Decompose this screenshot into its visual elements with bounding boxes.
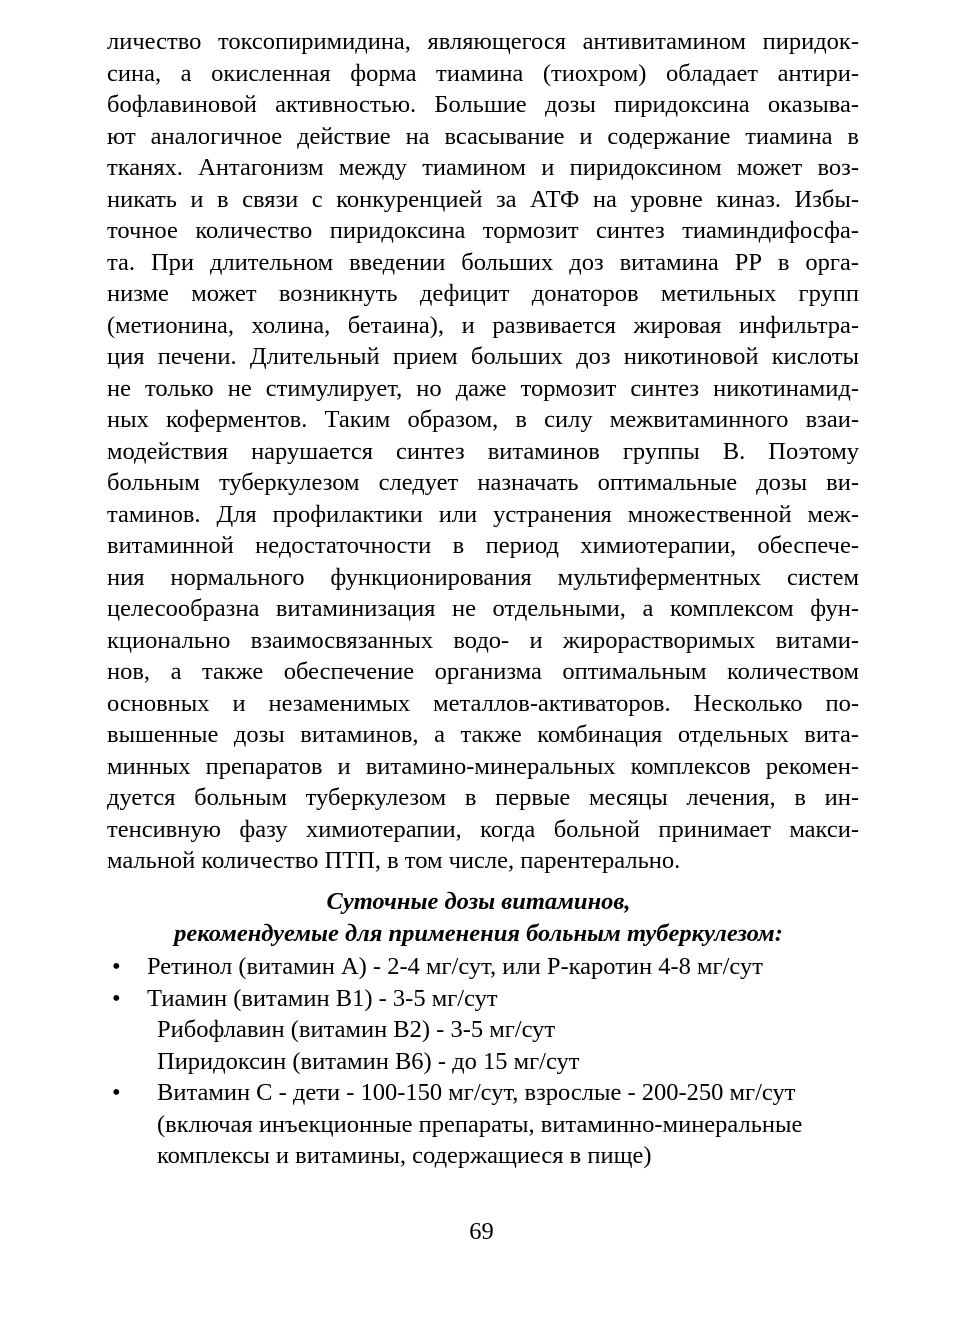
list-item-text: (включая инъекционные препараты, витаминно-минеральные — [157, 1110, 803, 1138]
list-item-text: Ретинол (витамин А) - 2-4 мг/сут, или Р-каротин 4-8 мг/сут — [147, 953, 763, 980]
section-heading-line-1: Суточные дозы витаминов, — [326, 888, 631, 915]
paragraph-line: низме может возникнуть дефицит донаторов метильных групп — [107, 280, 859, 307]
paragraph-line: та. При длительном введении больших доз витамина РР в орга- — [107, 248, 859, 276]
section-heading-line-2: рекомендуемые для применения больным туберкулезом: — [174, 920, 783, 947]
bullet-icon: • — [112, 953, 121, 980]
paragraph-line: больным туберкулезом следует назначать оптимальные дозы ви- — [107, 469, 859, 496]
body-paragraph — [107, 26, 859, 877]
paragraph-line: вышенные дозы витаминов, а также комбинация отдельных вита- — [107, 721, 859, 748]
vitamin-dose-list — [107, 951, 867, 1172]
paragraph-line: точное количество пиридоксина тормозит синтез тиаминдифосфа- — [107, 217, 859, 244]
paragraph-line: кционально взаимосвязанных водо- и жирорастворимых витами- — [107, 626, 859, 654]
paragraph-line: не только не стимулирует, но даже тормозит синтез никотинамид- — [107, 374, 859, 402]
list-item-continuation — [107, 1046, 867, 1078]
paragraph-line: дуется больным туберкулезом в первые месяцы лечения, в ин- — [107, 784, 859, 811]
paragraph-line: минных препаратов и витамино-минеральных комплексов рекомен- — [107, 752, 859, 780]
paragraph-line: тенсивную фазу химиотерапии, когда больной принимает макси- — [107, 815, 859, 843]
paragraph-line: модействия нарушается синтез витаминов группы В. Поэтому — [107, 437, 859, 465]
page-number: 69 — [469, 1218, 494, 1245]
paragraph-line: таминов. Для профилактики или устранения множественной меж- — [107, 500, 859, 528]
list-item-continuation — [107, 1014, 867, 1046]
list-item-text: Пиридоксин (витамин В6) - до 15 мг/сут — [157, 1047, 580, 1075]
paragraph-line: витаминной недостаточности в период химиотерапии, обеспече- — [107, 532, 859, 559]
list-item-continuation — [107, 1109, 867, 1141]
list-item-text: Рибофлавин (витамин В2) - 3-5 мг/сут — [157, 1016, 556, 1043]
bullet-icon: • — [112, 984, 121, 1012]
list-item — [107, 951, 867, 983]
paragraph-line: никать и в связи с конкуренцией за АТФ на уровне киназ. Избы- — [107, 185, 859, 213]
list-item-continuation — [107, 1140, 867, 1172]
list-item — [107, 1077, 867, 1109]
paragraph-line-last: мальной количество ПТП, в том числе, парентерально. — [107, 847, 681, 874]
paragraph-line: личество токсопиримидина, являющегося антивитамином пиридок- — [107, 28, 859, 55]
paragraph-line: нов, а также обеспечение организма оптимальным количеством — [107, 658, 859, 685]
paragraph-line: тканях. Антагонизм между тиамином и пиридоксином может воз- — [107, 154, 859, 181]
paragraph-line: основных и незаменимых металлов-активаторов. Несколько по- — [107, 689, 859, 717]
list-item-text: комплексы и витамины, содержащиеся в пище) — [157, 1142, 652, 1169]
paragraph-line: (метионина, холина, бетаина), и развивается жировая инфильтра- — [107, 311, 859, 339]
paragraph-line: бофлавиновой активностью. Большие дозы пиридоксина оказыва- — [107, 91, 859, 118]
paragraph-line: сина, а окисленная форма тиамина (тиохром) обладает антири- — [107, 59, 859, 87]
list-item-text: Витамин С - дети - 100-150 мг/сут, взрослые - 200-250 мг/сут — [157, 1079, 796, 1106]
bullet-icon: • — [112, 1079, 121, 1106]
paragraph-line: ния нормального функционирования мультиферментных систем — [107, 563, 859, 591]
paragraph-line: целесообразна витаминизация не отдельными, а комплексом фун- — [107, 595, 859, 622]
paragraph-line: ют аналогичное действие на всасывание и содержание тиамина в — [107, 122, 859, 150]
list-item — [107, 983, 867, 1015]
paragraph-line: ция печени. Длительный прием больших доз никотиновой кислоты — [107, 343, 859, 370]
paragraph-line: ных коферментов. Таким образом, в силу межвитаминного взаи- — [107, 406, 859, 433]
list-item-text: Тиамин (витамин В1) - 3-5 мг/сут — [147, 984, 498, 1012]
